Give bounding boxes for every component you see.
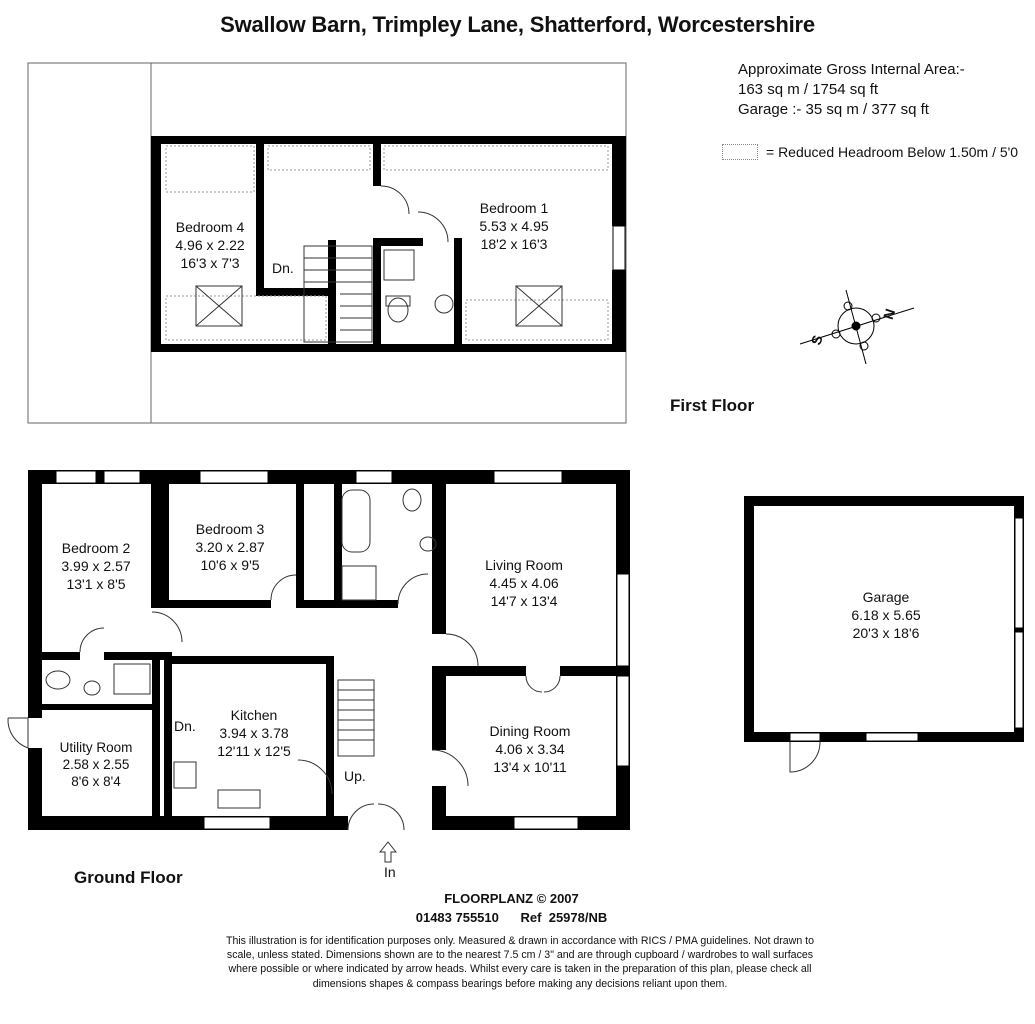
room-imperial: 13'1 x 8'5	[66, 576, 126, 592]
entrance-label: In	[384, 864, 396, 880]
room-dining-room	[474, 722, 586, 776]
room-living-room	[472, 556, 576, 610]
ground-floor-stair-down-label: Dn.	[174, 718, 196, 734]
first-floor-stair-label: Dn.	[272, 260, 294, 276]
room-metric: 4.06 x 3.34	[495, 741, 565, 757]
room-name: Bedroom 2	[61, 540, 131, 556]
area-total: 163 sq m / 1754 sq ft	[738, 81, 879, 98]
room-utility-room	[44, 739, 148, 790]
room-bedroom-3	[182, 520, 278, 574]
room-metric: 5.53 x 4.95	[479, 218, 549, 234]
room-kitchen	[204, 706, 304, 760]
compass-south-label: S	[807, 333, 826, 347]
room-name: Garage	[862, 589, 910, 605]
compass-north-label: N	[879, 306, 899, 322]
ground-floor-stairs	[338, 680, 374, 756]
room-name: Utility Room	[59, 740, 133, 755]
room-metric: 6.18 x 5.65	[851, 607, 921, 623]
first-floor-label: First Floor	[670, 396, 755, 415]
room-metric: 3.20 x 2.87	[195, 539, 265, 555]
room-metric: 3.99 x 2.57	[61, 558, 131, 574]
disclaimer-text: This illustration is for identification purposes only. Measured & drawn in accordance with RICS / PMA guidelines. Not drawn to scale, unless stated. Dimensions shown are to the nearest 7.5 cm / 3" and are through cupboard / wardrobes to wall surfaces where possible or where indicated by arrow heads. Whilst every care is taken in the preparation of this plan, please check all dimensions shapes & compass bearings before making any decisions reliant upon them.	[225, 935, 815, 990]
room-imperial: 12'11 x 12'5	[217, 743, 291, 759]
room-metric: 2.58 x 2.55	[62, 757, 130, 772]
room-name: Dining Room	[489, 723, 571, 739]
area-heading: Approximate Gross Internal Area:-	[738, 61, 965, 78]
first-floor-doors	[381, 186, 448, 242]
room-metric: 4.96 x 2.22	[175, 237, 245, 253]
room-name: Kitchen	[230, 707, 278, 723]
area-garage: Garage :- 35 sq m / 377 sq ft	[738, 101, 929, 118]
first-floor-windows	[613, 226, 625, 270]
room-name: Bedroom 3	[195, 521, 265, 537]
room-imperial: 8'6 x 8'4	[71, 774, 121, 789]
room-imperial: 14'7 x 13'4	[490, 593, 558, 609]
first-floor-bathroom-fixtures	[384, 250, 453, 322]
compass	[800, 290, 914, 364]
entrance-arrow	[380, 842, 396, 862]
room-garage	[834, 588, 938, 642]
room-imperial: 13'4 x 10'11	[493, 759, 567, 775]
room-bedroom-4	[162, 218, 258, 272]
brand-line-1: FLOORPLANZ © 2007	[444, 891, 579, 906]
legend-text: = Reduced Headroom Below 1.50m / 5'0	[766, 144, 1019, 160]
room-imperial: 18'2 x 16'3	[480, 236, 548, 252]
room-imperial: 10'6 x 9'5	[200, 557, 260, 573]
ground-floor-label: Ground Floor	[74, 868, 183, 887]
room-name: Bedroom 4	[175, 219, 245, 235]
room-name: Living Room	[485, 557, 563, 573]
plan-title: Swallow Barn, Trimpley Lane, Shatterford, Worcestershire	[220, 12, 815, 37]
brand-line-2: 01483 755510 Ref 25978/NB	[415, 910, 608, 925]
garage-door-swing	[790, 742, 820, 772]
ground-floor-stair-up-label: Up.	[344, 768, 366, 784]
room-bedroom-2	[48, 539, 144, 593]
room-name: Bedroom 1	[479, 200, 549, 216]
room-bedroom-1	[462, 199, 566, 253]
room-metric: 3.94 x 3.78	[219, 725, 289, 741]
room-metric: 4.45 x 4.06	[489, 575, 559, 591]
room-imperial: 20'3 x 18'6	[852, 625, 920, 641]
room-imperial: 16'3 x 7'3	[180, 255, 240, 271]
ground-floor-doors	[8, 574, 560, 830]
